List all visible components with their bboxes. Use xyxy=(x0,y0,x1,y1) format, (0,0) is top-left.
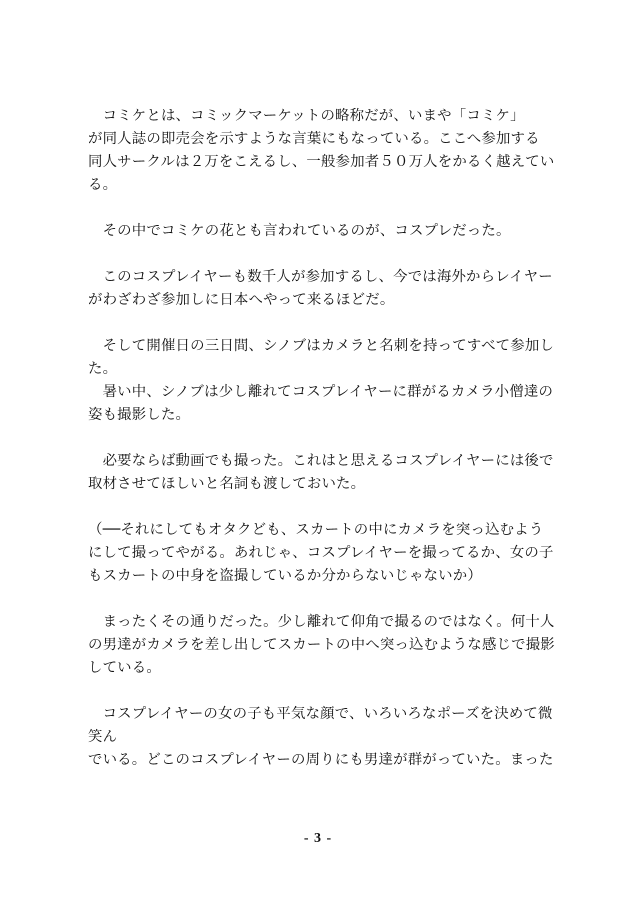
text-line: もスカートの中身を盗撮しているか分からないじゃないか） xyxy=(88,568,482,584)
page-number: - 3 - xyxy=(303,831,333,846)
text-line: している。 xyxy=(88,660,161,676)
text-line: このコスプレイヤーも数千人が参加するし、今では海外からレイヤー xyxy=(88,269,553,285)
text-line: まったくその通りだった。少し離れて仰角で撮るのではなく。何十人 xyxy=(88,614,555,630)
paragraph-gap xyxy=(88,496,550,519)
text-line: る。 xyxy=(88,177,118,193)
text-line: （──それにしてもオタクども、スカートの中にカメラを突っ込むよう xyxy=(88,522,544,538)
paragraph-gap xyxy=(88,197,550,220)
text-line: コミケとは、コミックマーケットの略称だが、いまや「コミケ」 xyxy=(88,108,525,124)
paragraph-gap xyxy=(88,680,550,703)
paragraph-gap xyxy=(88,588,550,611)
text-line: た。 xyxy=(88,361,118,377)
body-text xyxy=(88,105,555,772)
text-line: がわざわざ参加しに日本へやって来るほどだ。 xyxy=(88,292,395,308)
text-line: 必要ならば動画でも撮った。これはと思えるコスプレイヤーには後で xyxy=(88,453,554,469)
text-line: 同人サークルは２万をこえるし、一般参加者５０万人をかるく越えてい xyxy=(88,154,555,170)
text-line: そして開催日の三日間、シノブはカメラと名刺を持ってすべて参加し xyxy=(88,338,555,354)
paragraph-gap xyxy=(88,427,550,450)
text-line: その中でコミケの花とも言われているのが、コスプレだった。 xyxy=(88,223,511,239)
text-line: 笑ん xyxy=(88,729,118,745)
text-line: にして撮ってやがる。あれじゃ、コスプレイヤーを撮ってるか、女の子 xyxy=(88,545,554,561)
text-line: コスプレイヤーの女の子も平気な顔で、いろいろなポーズを決めて微 xyxy=(88,706,553,722)
text-line: 暑い中、シノブは少し離れてコスプレイヤーに群がるカメラ小僧達の xyxy=(88,384,554,400)
text-line: 取材させてほしいと名詞も渡しておいた。 xyxy=(88,476,366,492)
text-line: が同人誌の即売会を示すような言葉にもなっている。ここへ参加する xyxy=(88,131,540,147)
paragraph-gap xyxy=(88,312,550,335)
text-line: でいる。どこのコスプレイヤーの周りにも男達が群がっていた。まった xyxy=(88,752,554,768)
text-line: の男達がカメラを差し出してスカートの中へ突っ込むような感じで撮影 xyxy=(88,637,555,653)
text-line: 姿も撮影した。 xyxy=(88,407,191,423)
paragraph-gap xyxy=(88,243,550,266)
